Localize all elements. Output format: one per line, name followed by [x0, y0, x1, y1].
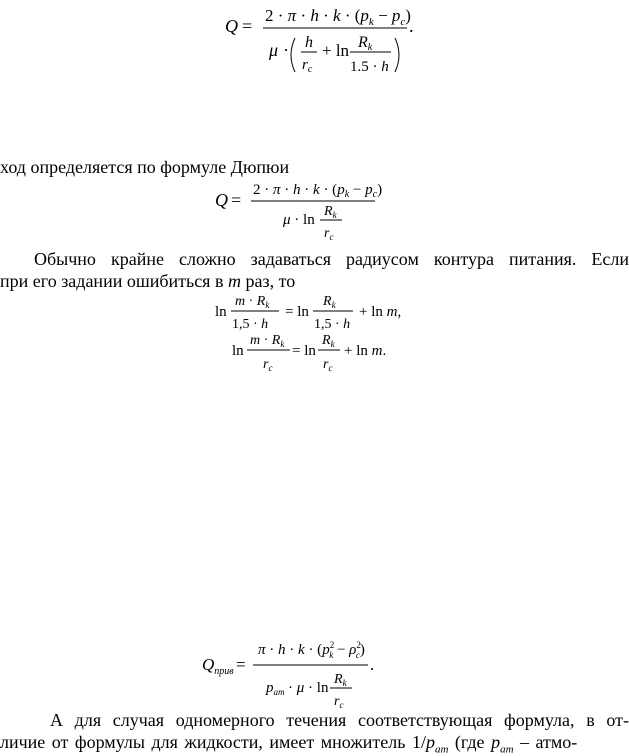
- svg-text:+ ln m,: + ln m,: [359, 304, 402, 320]
- svg-text:.: .: [409, 16, 414, 36]
- svg-text:Rk: $R_k$: [334, 672, 347, 688]
- svg-text:rc: $r_c$: [263, 357, 273, 373]
- formula-1-lhs: Q: [225, 16, 238, 36]
- svg-text:Q: Q: [215, 190, 228, 210]
- svg-text:rc: $r_c$: [334, 694, 344, 710]
- paragraph-2-line-1: А для случая одномерного течения соответствующая формула, в от-: [50, 710, 629, 730]
- svg-text:· μ · ln: · μ · ln: [288, 680, 329, 696]
- svg-text:1,5 · h: 1,5 · h: [314, 317, 351, 332]
- paragraph-1-line-1: Обычно крайне сложно задаваться радиусом контура питания. Если: [34, 249, 629, 269]
- svg-text:Rk: $R_k$: [323, 294, 336, 310]
- svg-text:μ · ln: μ · ln: [283, 212, 315, 228]
- svg-text:m · Rk: $m \cdot R_k$: [250, 333, 285, 349]
- dupuit-intro-text: ход определяется по формуле Дюпюи: [0, 157, 290, 177]
- svg-text:h: h: [305, 34, 313, 51]
- svg-text:ln: ln: [232, 343, 244, 359]
- svg-text:Rk: Rk: [358, 34, 373, 53]
- svg-text:=: =: [242, 16, 253, 36]
- svg-text:=: =: [236, 655, 246, 674]
- svg-text:rc: $r_c$: [323, 357, 333, 373]
- svg-text:=: =: [231, 190, 242, 210]
- svg-text:.: .: [370, 655, 375, 674]
- paragraph-2-line-2: личие от формулы для жидкости, имеет множитель $1/p_{ат}$ (где $p_{ат}$ – атмо-: [0, 732, 578, 756]
- svg-text:rc: $r_c$: [324, 226, 334, 242]
- svg-text:1,5 · h: 1,5 · h: [232, 317, 269, 332]
- svg-text:= ln: = ln: [292, 343, 316, 359]
- svg-text:2 · π · h · k · (pk − pc): $2 \cdot \pi \cdot h \cdot k \cdot (p_k - p_c)$: [253, 182, 383, 200]
- svg-text:1.5 · h: 1.5 · h: [350, 59, 389, 75]
- svg-text:μ: μ: [269, 40, 279, 60]
- svg-text:= ln: = ln: [285, 304, 309, 320]
- svg-text:Rk: $R_k$: [324, 204, 337, 220]
- svg-text:·: ·: [283, 40, 289, 60]
- paragraph-1-line-2: при его задании ошибиться в m раз, то: [0, 271, 296, 291]
- svg-text:π · h · k · (p2k − ρ2c): $\pi \cdot h \cdot k \cdot (p^2$ $k - \rho^2$ c): [258, 640, 365, 660]
- svg-text:+ ln m.: + ln m.: [344, 343, 387, 359]
- svg-text:Qприв: $Q_{прив}$: [202, 655, 234, 677]
- formula-4: [230, 333, 400, 377]
- formula-5: [200, 632, 390, 710]
- svg-text:ln: ln: [215, 304, 227, 320]
- svg-text:Rk: $R_k$: [322, 333, 335, 349]
- svg-text:+ ln: + ln: [322, 41, 350, 60]
- svg-text:pат: $p_{ат}$: [266, 680, 285, 697]
- formula-1: [225, 0, 425, 82]
- svg-text:m · Rk: $m \cdot R_k$: [235, 294, 270, 310]
- formula-2: [213, 180, 383, 244]
- svg-text:2 · π · h · k · (pk − pc): $2 \cdot \pi \cdot h \cdot k \cdot (p_k - p_c)$: [265, 6, 411, 28]
- svg-text:rc: $r_c$: [302, 57, 313, 75]
